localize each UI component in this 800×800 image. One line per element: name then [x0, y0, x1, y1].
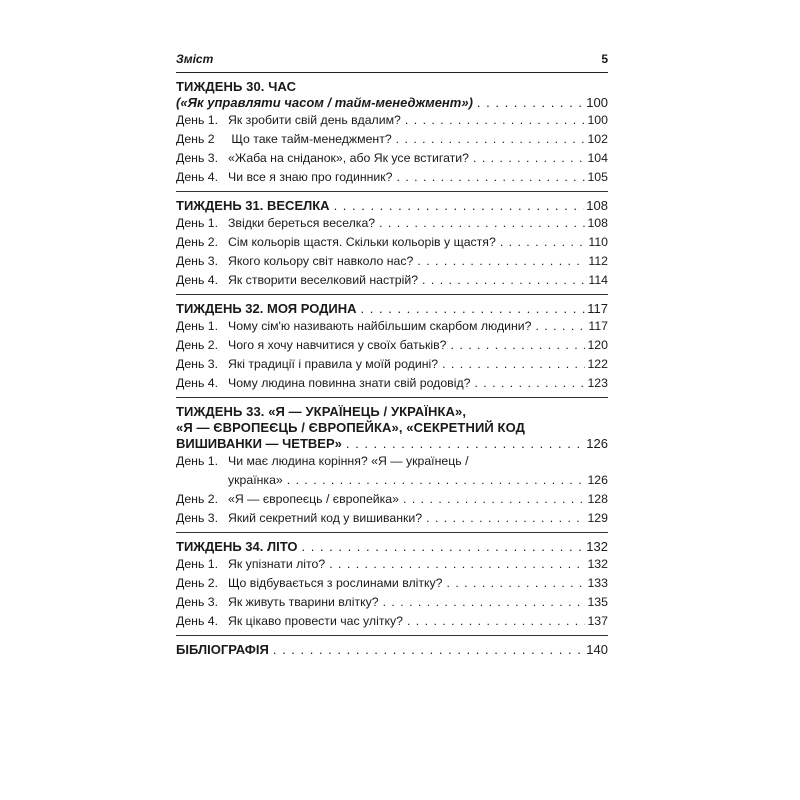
entry-title: Як зробити свій день вдалим?	[228, 113, 401, 127]
entry-day: День 2	[176, 132, 215, 146]
section-heading[interactable]	[176, 539, 608, 555]
toc-entry[interactable]	[176, 612, 608, 631]
entry-day: День 2.	[176, 235, 219, 249]
section-heading-line: ТИЖДЕНЬ 33. «Я — УКРАЇНЕЦЬ / УКРАЇНКА»,	[176, 404, 467, 419]
entry-page-number: 114	[588, 273, 608, 287]
section-page-number: 126	[586, 436, 608, 451]
toc-entry[interactable]	[176, 168, 608, 187]
dot-leader	[273, 642, 584, 658]
entry-page-number: 105	[587, 170, 608, 184]
entry-title: Як упізнати літо?	[228, 557, 326, 571]
entry-title: Як цікаво провести час улітку?	[228, 614, 403, 628]
toc-entry[interactable]	[176, 111, 608, 130]
entry-day: День 4.	[176, 376, 219, 390]
dot-leader	[361, 301, 586, 317]
running-header	[176, 52, 608, 70]
dot-leader	[477, 95, 584, 111]
entry-day: День 3.	[176, 254, 219, 268]
dot-leader	[536, 317, 587, 336]
entry-title: Який секретний код у вишиванки?	[228, 511, 423, 525]
toc-section	[176, 295, 608, 398]
entry-day: День 2.	[176, 338, 219, 352]
toc-section	[176, 398, 608, 533]
entry-page-number: 129	[587, 511, 608, 525]
dot-leader	[403, 490, 585, 509]
section-heading-text: БІБЛІОГРАФІЯ	[176, 642, 269, 657]
entry-page-number: 135	[587, 595, 608, 609]
dot-leader	[396, 130, 586, 149]
entry-day: День 1.	[176, 454, 219, 468]
entry-page-number: 110	[588, 235, 608, 249]
dot-leader	[426, 509, 585, 528]
section-page-number: 132	[586, 539, 608, 554]
toc-entry[interactable]	[176, 374, 608, 393]
entry-page-number: 104	[587, 151, 608, 165]
entry-day: День 3.	[176, 357, 219, 371]
section-page-number: 117	[587, 301, 608, 316]
dot-leader	[407, 612, 586, 631]
section-heading-text: ТИЖДЕНЬ 34. ЛІТО	[176, 539, 298, 554]
toc-entry[interactable]	[176, 574, 608, 593]
entry-title: Чи все я знаю про годинник?	[228, 170, 393, 184]
table-of-contents	[176, 73, 608, 662]
entry-day: День 1.	[176, 113, 219, 127]
dot-leader	[379, 214, 585, 233]
section-heading[interactable]	[176, 301, 608, 317]
section-heading-line: «Я — ЄВРОПЕЄЦЬ / ЄВРОПЕЙКА», «СЕКРЕТНИЙ КОД	[176, 420, 525, 435]
toc-section	[176, 192, 608, 295]
section-heading-text: ТИЖДЕНЬ 32. МОЯ РОДИНА	[176, 301, 357, 316]
toc-entry[interactable]	[176, 452, 608, 490]
section-heading[interactable]	[176, 198, 608, 214]
dot-leader	[442, 355, 585, 374]
entry-page-number: 137	[587, 614, 608, 628]
toc-page	[176, 52, 608, 662]
entry-page-number: 128	[587, 492, 608, 506]
toc-entry[interactable]	[176, 149, 608, 168]
entry-title: «Жаба на сніданок», або Як усе встигати?	[228, 151, 469, 165]
dot-leader	[447, 574, 586, 593]
dot-leader	[422, 271, 586, 290]
section-heading-text: («Як управляти часом / тайм-менеджмент»)	[176, 95, 473, 110]
entry-day: День 4.	[176, 170, 219, 184]
entry-title: Чому сім'ю називають найбільшим скарбом людини?	[228, 319, 532, 333]
toc-entry[interactable]	[176, 214, 608, 233]
entry-title-continued: українка»	[228, 473, 283, 487]
section-page-number: 100	[586, 95, 608, 110]
dot-leader	[301, 539, 584, 555]
dot-leader	[474, 374, 585, 393]
entry-day: День 4.	[176, 614, 219, 628]
entry-page-number: 133	[587, 576, 608, 590]
entry-day: День 3.	[176, 511, 219, 525]
toc-entry[interactable]	[176, 130, 608, 149]
section-heading[interactable]	[176, 95, 608, 111]
entry-title: Сім кольорів щастя. Скільки кольорів у щастя?	[228, 235, 496, 249]
entry-day: День 3.	[176, 151, 219, 165]
toc-entry[interactable]	[176, 355, 608, 374]
entry-page-number: 112	[588, 254, 608, 268]
dot-leader	[405, 111, 586, 130]
toc-section	[176, 636, 608, 662]
dot-leader	[329, 555, 585, 574]
toc-entry[interactable]	[176, 509, 608, 528]
dot-leader	[287, 471, 586, 490]
dot-leader	[473, 149, 585, 168]
dot-leader	[451, 336, 586, 355]
dot-leader	[334, 198, 585, 214]
entry-title: Якого кольору світ навколо нас?	[228, 254, 414, 268]
page-number: 5	[601, 52, 608, 66]
entry-day: День 3.	[176, 595, 219, 609]
entry-page-number: 100	[587, 113, 608, 127]
entry-day: День 2.	[176, 576, 219, 590]
entry-title: Звідки береться веселка?	[228, 216, 376, 230]
entry-day: День 2.	[176, 492, 219, 506]
toc-section	[176, 533, 608, 636]
section-heading[interactable]	[176, 642, 608, 658]
entry-title: Чи має людина коріння? «Я — українець /	[228, 454, 469, 468]
toc-entry[interactable]	[176, 271, 608, 290]
dot-leader	[500, 233, 587, 252]
toc-entry[interactable]	[176, 555, 608, 574]
entry-title: Чого я хочу навчитися у своїх батьків?	[228, 338, 447, 352]
entry-day: День 4.	[176, 273, 219, 287]
entry-title: Які традиції і правила у моїй родині?	[228, 357, 439, 371]
entry-page-number: 126	[587, 473, 608, 487]
toc-entry[interactable]	[176, 490, 608, 509]
entry-page-number: 117	[588, 319, 608, 333]
section-heading-text: ТИЖДЕНЬ 31. ВЕСЕЛКА	[176, 198, 330, 213]
section-page-number: 108	[586, 198, 608, 213]
entry-title: Що таке тайм-менеджмент?	[228, 132, 392, 146]
entry-title: Як створити веселковий настрій?	[228, 273, 419, 287]
entry-title: Чому людина повинна знати свій родовід?	[228, 376, 471, 390]
entry-page-number: 108	[587, 216, 608, 230]
toc-entry[interactable]	[176, 317, 608, 336]
section-page-number: 140	[586, 642, 608, 657]
running-header-title: Зміст	[176, 52, 214, 66]
entry-title: «Я — європеєць / європейка»	[228, 492, 399, 506]
entry-day: День 1.	[176, 319, 219, 333]
entry-title: Що відбувається з рослинами влітку?	[228, 576, 443, 590]
section-heading[interactable]	[176, 436, 608, 452]
section-heading-text: ВИШИВАНКИ — ЧЕТВЕР»	[176, 436, 342, 451]
entry-page-number: 132	[587, 557, 608, 571]
toc-entry[interactable]	[176, 336, 608, 355]
toc-entry[interactable]	[176, 252, 608, 271]
dot-leader	[397, 168, 586, 187]
dot-leader	[383, 593, 586, 612]
toc-section	[176, 73, 608, 192]
entry-day: День 1.	[176, 216, 219, 230]
entry-page-number: 123	[587, 376, 608, 390]
dot-leader	[346, 436, 584, 452]
dot-leader	[417, 252, 586, 271]
entry-page-number: 120	[587, 338, 608, 352]
toc-entry[interactable]	[176, 593, 608, 612]
section-heading-line: ТИЖДЕНЬ 30. ЧАС	[176, 79, 297, 94]
entry-page-number: 102	[587, 132, 608, 146]
entry-day: День 1.	[176, 557, 219, 571]
toc-entry[interactable]	[176, 233, 608, 252]
entry-title: Як живуть тварини влітку?	[228, 595, 379, 609]
entry-page-number: 122	[587, 357, 608, 371]
